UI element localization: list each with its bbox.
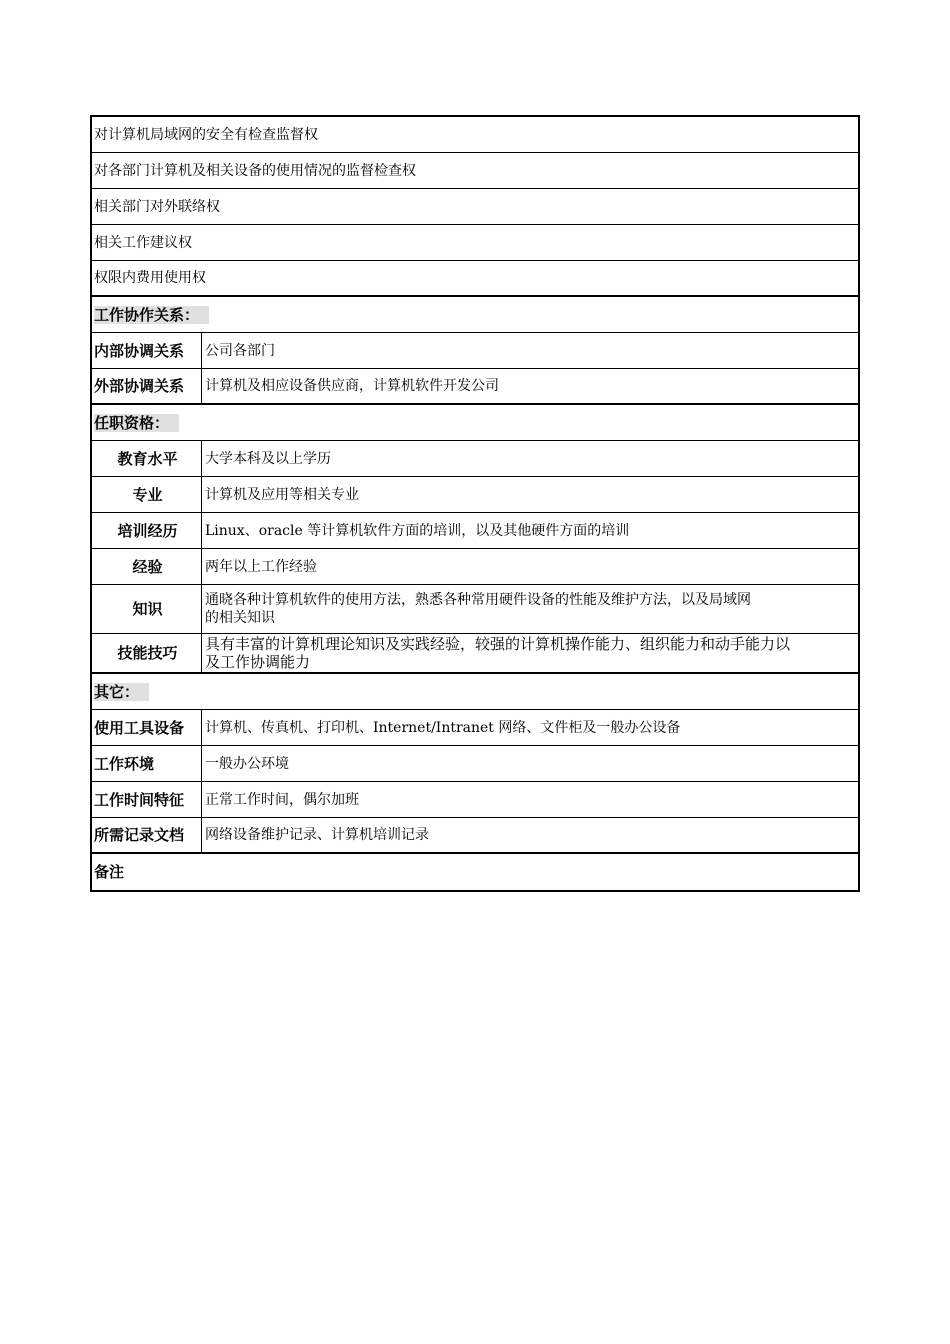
- other-row-tools: [92, 710, 858, 746]
- authority-text: 对计算机局域网的安全有检查监督权: [94, 126, 318, 143]
- cooperation-row-internal: [92, 333, 858, 369]
- row-value: 计算机及应用等相关专业: [205, 486, 359, 503]
- row-label: 所需记录文档: [92, 818, 202, 852]
- qualification-row-training: [92, 513, 858, 549]
- authority-row-4: [92, 225, 858, 261]
- authority-row-5: [92, 261, 858, 297]
- row-label: 内部协调关系: [92, 333, 202, 368]
- qualification-row-skills: [92, 634, 858, 674]
- row-value: 计算机、传真机、打印机、Internet/Intranet 网络、文件柜及一般办公设备: [205, 719, 681, 736]
- row-value: Linux、oracle 等计算机软件方面的培训，以及其他硬件方面的培训: [205, 522, 630, 539]
- row-value: 网络设备维护记录、计算机培训记录: [205, 827, 429, 843]
- remarks-label: 备注: [94, 863, 125, 881]
- row-value: 计算机及相应设备供应商，计算机软件开发公司: [205, 378, 499, 394]
- row-label: 知识: [92, 585, 202, 633]
- authority-text: 相关工作建议权: [94, 234, 192, 251]
- qualification-row-major: [92, 477, 858, 513]
- row-label: 经验: [92, 549, 202, 584]
- row-value-line: 具有丰富的计算机理论知识及实践经验，较强的计算机操作能力、组织能力和动手能力以: [205, 635, 791, 653]
- row-value-line: 通晓各种计算机软件的使用方法，熟悉各种常用硬件设备的性能及维护方法，以及局域网: [205, 592, 751, 608]
- qualification-row-education: [92, 441, 858, 477]
- row-label: 工作环境: [92, 746, 202, 781]
- authority-row-3: [92, 189, 858, 225]
- row-value: 正常工作时间，偶尔加班: [205, 791, 359, 808]
- qualification-row-experience: [92, 549, 858, 585]
- authority-row-2: [92, 153, 858, 189]
- row-value-line: 的相关知识: [205, 610, 275, 626]
- row-label: 工作时间特征: [92, 782, 202, 817]
- row-value: 大学本科及以上学历: [205, 450, 331, 467]
- row-label: 培训经历: [92, 513, 202, 548]
- section-title: 工作协作关系：: [94, 306, 209, 324]
- qualification-section-header: [92, 405, 858, 441]
- row-value: 公司各部门: [205, 342, 275, 359]
- authority-row-1: [92, 117, 858, 153]
- row-label: 技能技巧: [92, 634, 202, 672]
- row-value: 两年以上工作经验: [205, 558, 317, 575]
- other-row-records: [92, 818, 858, 854]
- authority-text: 对各部门计算机及相关设备的使用情况的监督检查权: [94, 162, 416, 179]
- row-label: 外部协调关系: [92, 369, 202, 403]
- authority-text: 权限内费用使用权: [94, 270, 206, 286]
- remarks-row: [92, 854, 858, 890]
- other-row-environment: [92, 746, 858, 782]
- row-label: 教育水平: [92, 441, 202, 476]
- row-label: 使用工具设备: [92, 710, 202, 745]
- other-row-worktime: [92, 782, 858, 818]
- section-title: 其它：: [94, 683, 149, 701]
- other-section-header: [92, 674, 858, 710]
- row-value: [202, 585, 858, 633]
- row-value: 一般办公环境: [205, 755, 289, 772]
- row-value-line: 及工作协调能力: [205, 653, 311, 671]
- cooperation-section-header: [92, 297, 858, 333]
- job-description-table: [90, 115, 860, 892]
- authority-text: 相关部门对外联络权: [94, 198, 220, 215]
- qualification-row-knowledge: [92, 585, 858, 634]
- row-label: 专业: [92, 477, 202, 512]
- section-title: 任职资格：: [94, 414, 179, 432]
- row-value: [202, 634, 858, 672]
- cooperation-row-external: [92, 369, 858, 405]
